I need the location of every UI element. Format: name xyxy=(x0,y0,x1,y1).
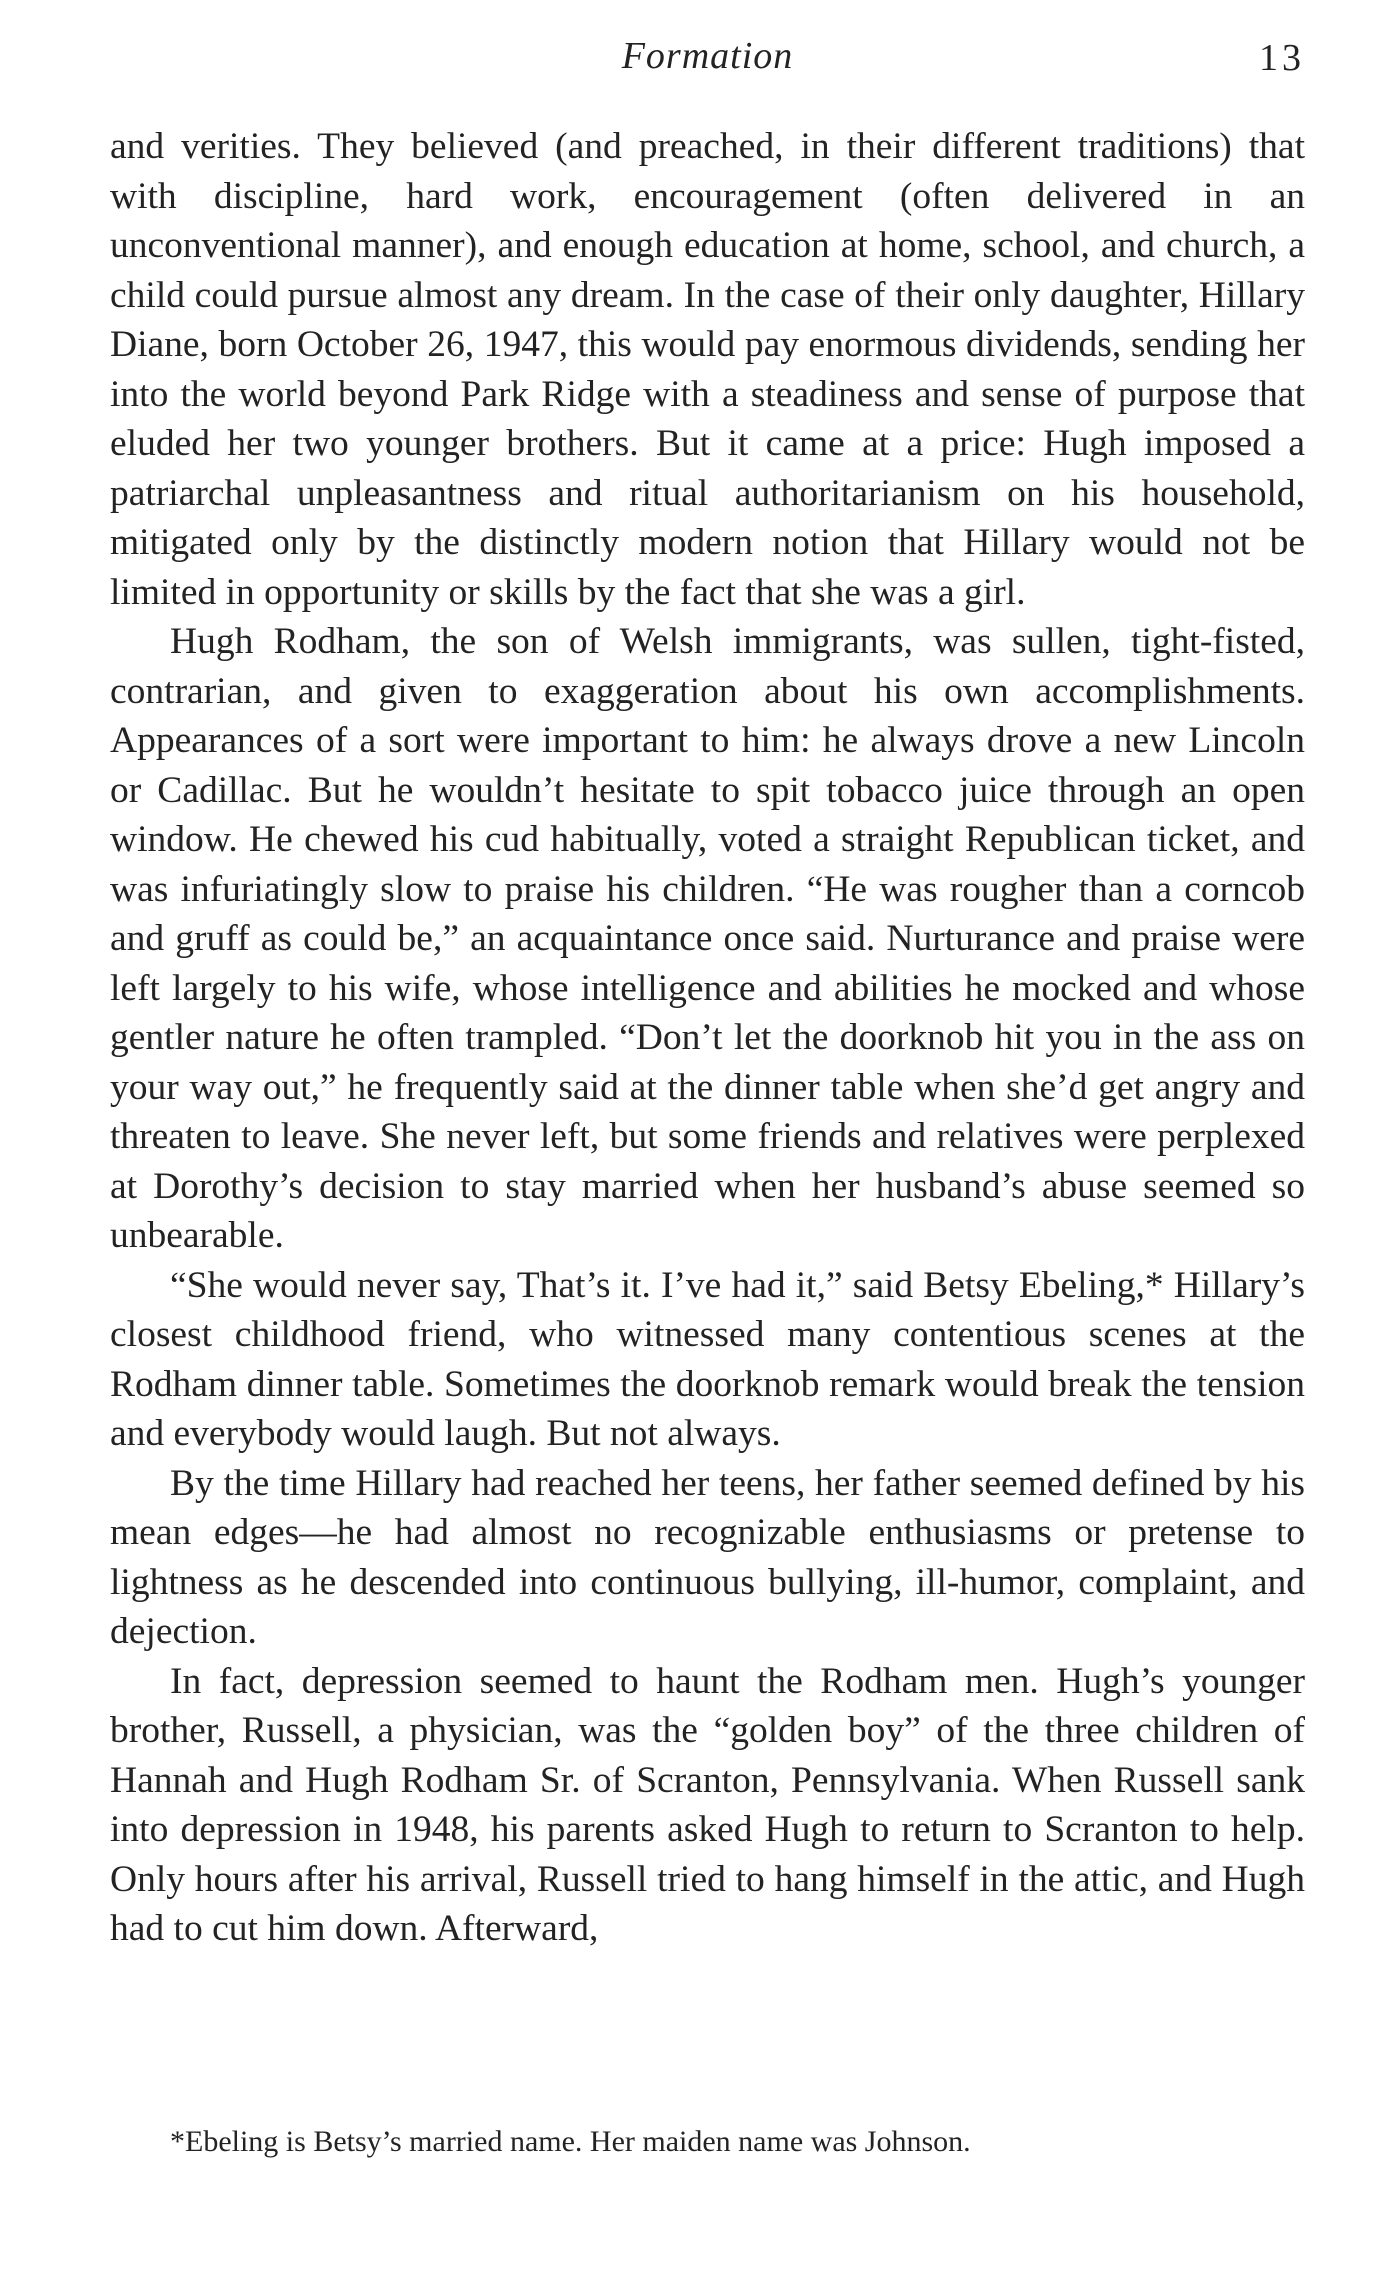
footnote: *Ebeling is Betsy’s married name. Her maiden name was Johnson. xyxy=(170,2125,971,2158)
paragraph-3: “She would never say, That’s it. I’ve had it,” said Betsy Ebeling,* Hillary’s closest childhood friend, who witnessed many contentious scenes at the Rodham dinner table. Sometimes the doorknob remark would break the tension and everybody would laugh. But not always. xyxy=(110,1264,1305,1454)
page-header xyxy=(110,34,1305,84)
paragraph-4: By the time Hillary had reached her teens, her father seemed defined by his mean edges—he had almost no recognizable enthusiasms or pretense to lightness as he descended into continuous bullying, ill-humor, complaint, and dejection. xyxy=(110,1462,1305,1652)
paragraph-1: and verities. They believed (and preached, in their different traditions) that with discipline, hard work, encouragement (often delivered in an unconventional manner), and enough education at home, school, and church, a child could pursue almost any dream. In the case of their only daughter, Hillary Diane, born October 26, 1947, this would pay enormous dividends, sending her into the world beyond Park Ridge with a steadiness and sense of purpose that eluded her two younger brothers. But it came at a price: Hugh imposed a patriarchal unpleasantness and ritual authoritarianism on his household, mitigated only by the distinctly modern notion that Hillary would not be limited in opportunity or skills by the fact that she was a girl. xyxy=(110,126,1305,613)
body-text xyxy=(110,122,1305,1954)
paragraph-2: Hugh Rodham, the son of Welsh immigrants, was sullen, tight-fisted, contrarian, and given to exaggeration about his own accomplishments. Appearances of a sort were important to him: he always drove a new Lincoln or Cadillac. But he wouldn’t hesitate to spit tobacco juice through an open window. He chewed his cud habitually, voted a straight Republican ticket, and was infuriatingly slow to praise his children. “He was rougher than a corncob and gruff as could be,” an acquaintance once said. Nurturance and praise were left largely to his wife, whose intelligence and abilities he mocked and whose gentler nature he often trampled. “Don’t let the doorknob hit you in the ass on your way out,” he frequently said at the dinner table when she’d get angry and threaten to leave. She never left, but some friends and relatives were perplexed at Dorothy’s decision to stay married when her husband’s abuse seemed so unbearable. xyxy=(110,621,1305,1256)
page-number: 13 xyxy=(1259,37,1305,79)
paragraph-5: In fact, depression seemed to haunt the Rodham men. Hugh’s younger brother, Russell, a physician, was the “golden boy” of the three children of Hannah and Hugh Rodham Sr. of Scranton, Pennsylvania. When Russell sank into depression in 1948, his parents asked Hugh to return to Scranton to help. Only hours after his arrival, Russell tried to hang himself in the attic, and Hugh had to cut him down. Afterward, xyxy=(110,1660,1305,1949)
running-head: Formation xyxy=(621,35,794,77)
